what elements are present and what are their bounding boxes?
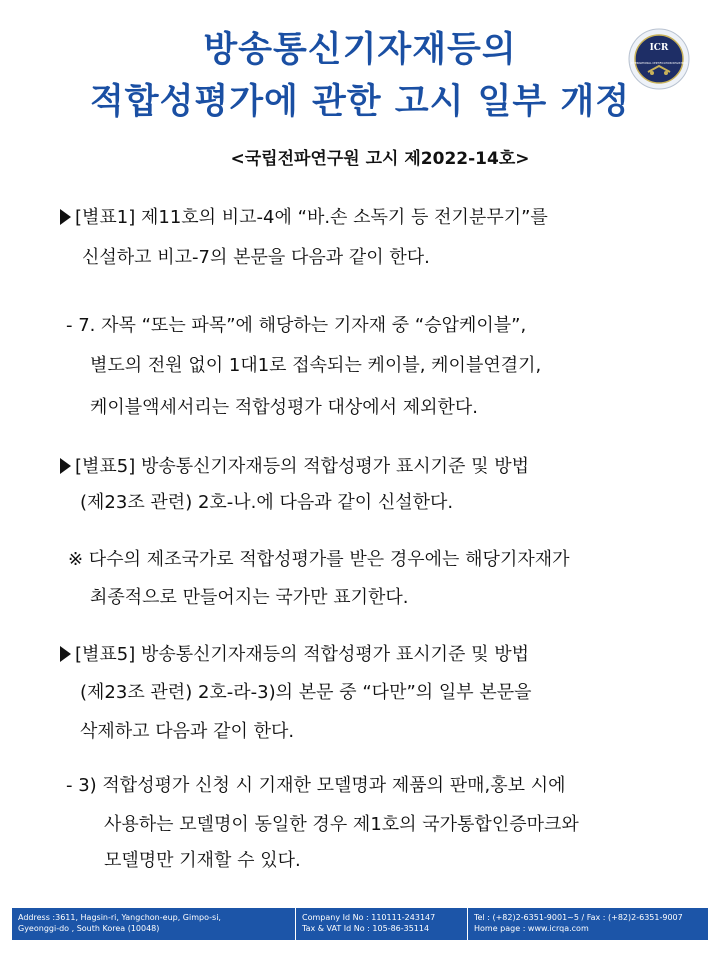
footer-tax-id: Tax & VAT Id No : 105-86-35114 bbox=[302, 924, 430, 933]
section-1-line-1 bbox=[60, 205, 548, 231]
bullet-triangle-icon bbox=[60, 209, 71, 225]
section-4-line-2: 최종적으로 만들어지는 국가만 표기한다. bbox=[90, 587, 409, 608]
bullet-triangle-icon bbox=[60, 646, 71, 662]
footer-bar bbox=[12, 908, 708, 940]
section-6-line-2: 사용하는 모델명이 동일한 경우 제1호의 국가통합인증마크와 bbox=[104, 814, 579, 835]
icr-seal-icon bbox=[628, 28, 690, 90]
section-5-line-3: 삭제하고 다음과 같이 한다. bbox=[80, 721, 295, 742]
page-title-line-1: 방송통신기자재등의 bbox=[203, 30, 517, 70]
section-2-line-2: 별도의 전원 없이 1대1로 접속되는 케이블, 케이블연결기, bbox=[90, 355, 542, 376]
section-2-line-3: 케이블액세서리는 적합성평가 대상에서 제외한다. bbox=[90, 397, 479, 418]
footer-contact bbox=[468, 908, 708, 940]
section-5-line-1 bbox=[60, 642, 529, 668]
section-4-line-1: ※ 다수의 제조국가로 적합성평가를 받은 경우에는 해당기자재가 bbox=[68, 549, 570, 570]
section-3-line-2: (제23조 관련) 2호-나.에 다음과 같이 신설한다. bbox=[80, 492, 454, 513]
section-2-line-1: - 7. 자목 “또는 파목”에 해당하는 기자재 중 “승압케이블”, bbox=[66, 315, 527, 336]
svg-text:ICR: ICR bbox=[649, 43, 669, 53]
section-5-line-2: (제23조 관련) 2호-라-3)의 본문 중 “다만”의 일부 본문을 bbox=[80, 682, 532, 703]
icr-logo bbox=[628, 28, 690, 90]
section-1-text-1: [별표1] 제11호의 비고-4에 “바.손 소독기 등 전기분무기”를 bbox=[75, 207, 548, 228]
notice-number: <국립전파연구원 고시 제2022-14호> bbox=[230, 149, 530, 169]
footer-tel-fax: Tel : (+82)2-6351-9001~5 / Fax : (+82)2-6351-9007 bbox=[474, 913, 683, 922]
section-3-line-1 bbox=[60, 454, 529, 480]
footer-address-line-1: Address :3611, Hagsin-ri, Yangchon-eup, Gimpo-si, bbox=[18, 913, 221, 922]
footer-homepage-link[interactable]: Home page : www.icrqa.com bbox=[474, 924, 589, 933]
section-3-text-1: [별표5] 방송통신기자재등의 적합성평가 표시기준 및 방법 bbox=[75, 456, 530, 477]
bullet-triangle-icon bbox=[60, 458, 71, 474]
section-5-text-1: [별표5] 방송통신기자재등의 적합성평가 표시기준 및 방법 bbox=[75, 644, 530, 665]
footer-company-id: Company Id No : 110111-243147 bbox=[302, 913, 436, 922]
footer-address bbox=[12, 908, 296, 940]
footer-ids bbox=[296, 908, 468, 940]
section-6-line-3: 모델명만 기재할 수 있다. bbox=[104, 850, 301, 871]
section-1-line-2: 신설하고 비고-7의 본문을 다음과 같이 한다. bbox=[82, 247, 430, 268]
section-6-line-1: - 3) 적합성평가 신청 시 기재한 모델명과 제품의 판매,홍보 시에 bbox=[66, 775, 566, 796]
svg-text:INTERNATIONAL CERTIFICATION RE: INTERNATIONAL CERTIFICATION REGISTRAR bbox=[630, 62, 688, 65]
footer-address-line-2: Gyeonggi-do , South Korea (10048) bbox=[18, 924, 160, 933]
page-title-line-2: 적합성평가에 관한 고시 일부 개정 bbox=[89, 82, 631, 122]
